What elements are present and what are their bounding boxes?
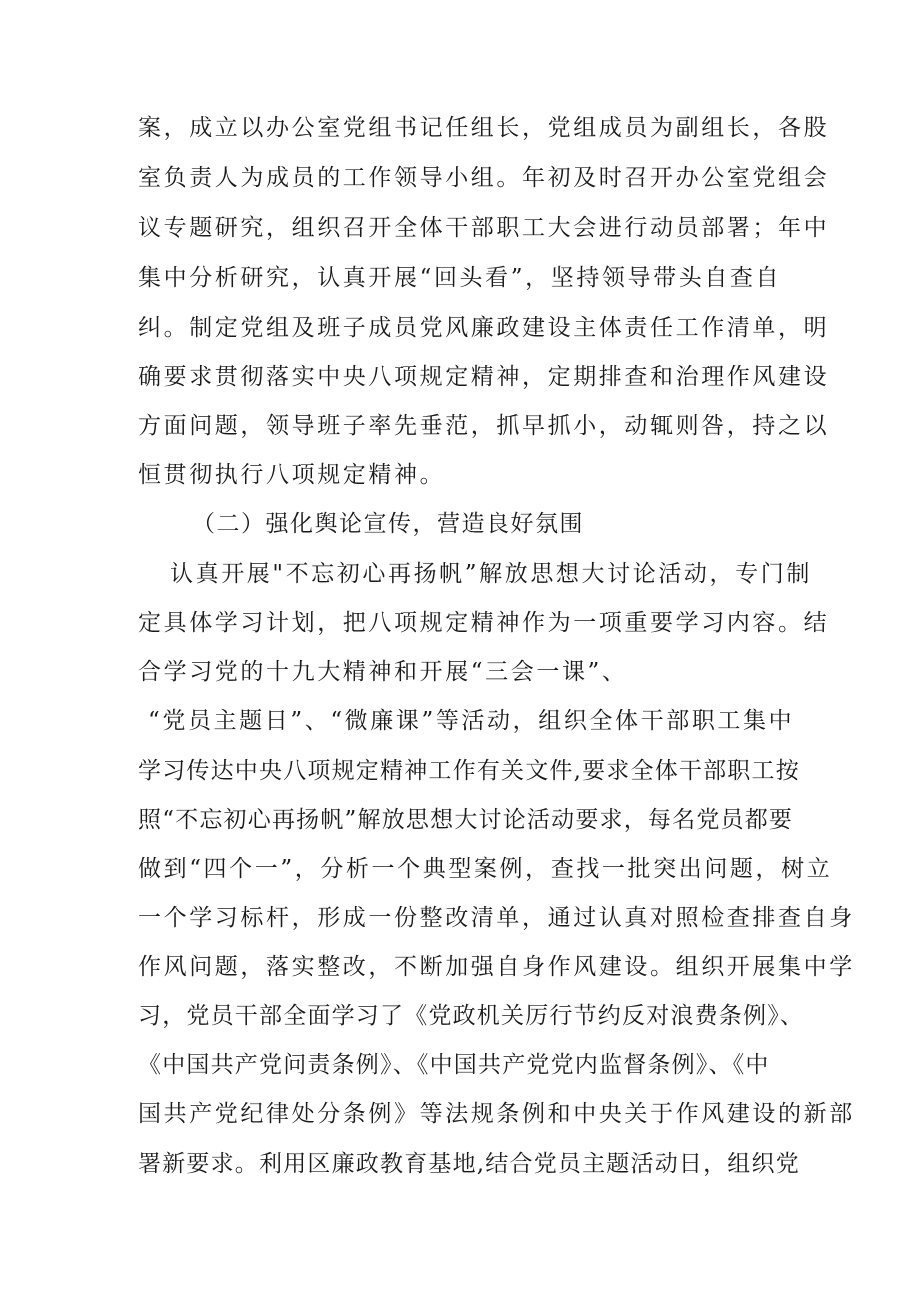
body-text-line: 《中国共产党问责条例》、《中国共产党党内监督条例》、《中 [138, 1052, 770, 1078]
body-text-line: 国共产党纪律处分条例》等法规条例和中央关于作风建设的新部 [138, 1101, 855, 1127]
body-text-line: 纠。制定党组及班子成员党风廉政建设主体责任工作清单，明 [138, 315, 830, 341]
body-text-line: 做到“四个一”，分析一个典型案例，查找一批突出问题，树立 [138, 856, 833, 882]
body-text-line: 习，党员干部全面学习了《党政机关厉行节约反对浪费条例》、 [138, 1003, 805, 1029]
body-text-line: “党员主题日”、“微廉课”等活动，组织全体干部职工集中 [148, 708, 795, 734]
body-text-line: 定具体学习计划，把八项规定精神作为一项重要学习内容。结 [138, 610, 830, 636]
body-text-line: 恒贯彻执行八项规定精神。 [138, 462, 446, 488]
body-text-line: 作风问题，落实整改，不断加强自身作风建设。组织开展集中学 [138, 954, 855, 980]
body-text-line: 确要求贯彻落实中央八项规定精神，定期排查和治理作风建设 [138, 364, 830, 390]
body-text-line: 一个学习标杆，形成一份整改清单，通过认真对照检查排查自身 [138, 905, 855, 931]
body-text-line: 案，成立以办公室党组书记任组长，党组成员为副组长，各股 [138, 115, 830, 141]
body-text-line: 方面问题，领导班子率先垂范，抓早抓小，动辄则咎，持之以 [138, 413, 830, 439]
body-text-line: 照“不忘初心再扬帆”解放思想大讨论活动要求，每名党员都要 [138, 807, 794, 833]
body-text-line: 议专题研究，组织召开全体干部职工大会进行动员部署；年中 [138, 215, 830, 241]
body-text-line: 合学习党的十九大精神和开展“三会一课”、 [138, 659, 628, 685]
section-heading: （二）强化舆论宣传，营造良好氛围 [192, 511, 584, 537]
body-text-line: 学习传达中央八项规定精神工作有关文件,要求全体干部职工按 [138, 758, 800, 784]
body-text-line: 认真开展"不忘初心再扬帆”解放思想大讨论活动，专门制 [170, 561, 812, 587]
body-text-line: 署新要求。利用区廉政教育基地,结合党员主题活动日，组织党 [138, 1151, 800, 1177]
body-text-line: 集中分析研究，认真开展“回头看”，坚持领导带头自查自 [138, 265, 782, 291]
body-text-line: 室负责人为成员的工作领导小组。年初及时召开办公室党组会 [138, 165, 830, 191]
